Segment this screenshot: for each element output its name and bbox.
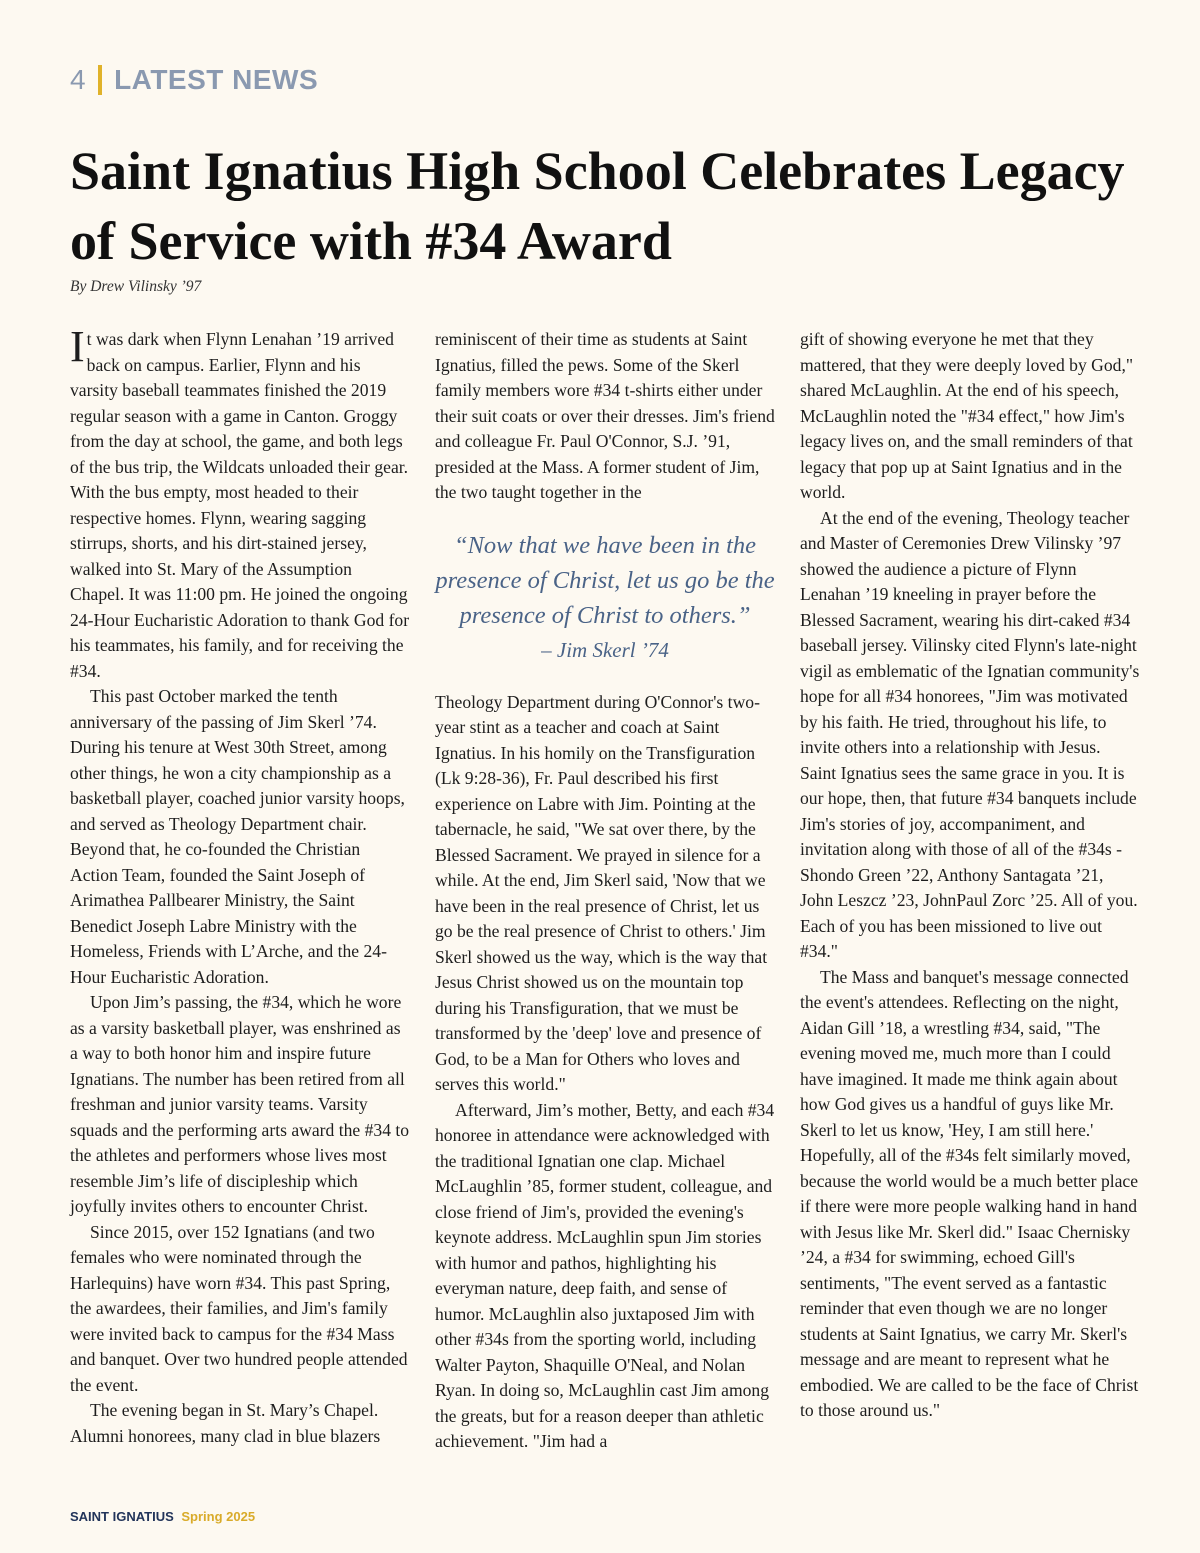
article-column-3: [800, 327, 1140, 1424]
article-column-1: [70, 322, 410, 1449]
article-title: Saint Ignatius High School Celebrates Legacy of Service with #34 Award: [70, 141, 1125, 271]
paragraph: gift of showing everyone he met that they mattered, that they were deeply loved by God," shared McLaughlin. At the end of his speech, McLaughlin noted the "#34 effect," how Jim's legacy lives on, and the small reminders of that legacy that pop up at Saint Ignatius and in the world.: [800, 329, 1134, 502]
paragraph: Theology Department during O'Connor's two-year stint as a teacher and coach at Saint Ignatius. In his homily on the Transfiguration (Lk 9:28-36), Fr. Paul described his first experience on Labre with Jim. Pointing at the tabernacle, he said, "We sat over there, by the Blessed Sacrament. We prayed in silence for a while. At the end, Jim Skerl said, 'Now that we have been in the real presence of Christ, let us go be the real presence of Christ to others.' Jim Skerl showed us the way, which is the way that Jesus Christ showed us on the mountain top during his Transfiguration, that we must be transformed by the 'deep' love and presence of God, to be a Man for Others who loves and serves this world.": [435, 691, 768, 1094]
pull-quote: [435, 528, 775, 668]
paragraph: Since 2015, over 152 Ignatians (and two females who were nominated through the Harlequins) have worn #34. This past Spring, the awardees, their families, and Jim's family were invited back to campus for the #34 Mass and banquet. Over two hundred people attended the event.: [70, 1221, 408, 1395]
paragraph: At the end of the evening, Theology teacher and Master of Ceremonies Drew Vilinsky ’97 showed the audience a picture of Flynn Lenahan ’19 kneeling in prayer before the Blessed Sacrament, wearing his dirt-caked #34 baseball jersey. Vilinsky cited Flynn's late-night vigil as emblematic of the Ignatian community's hope for all #34 honorees, "Jim was motivated by his faith. He tried, throughout his life, to invite others into a relationship with Jesus. Saint Ignatius sees the same grace in you. It is our hope, then, that future #34 banquets include Jim's stories of joy, accompaniment, and invitation along with those of all of the #34s - Shondo Green ’22, Anthony Santagata ’21, John Leszcz ’23, JohnPaul Zorc ’25. All of you. Each of you has been missioned to live out #34.": [800, 507, 1140, 961]
paragraph: The Mass and banquet's message connected the event's attendees. Reflecting on the night, Aidan Gill ’18, a wrestling #34, said, "The evening moved me, much more than I could have imagined. It made me think again about how God gives us a handful of guys like Mr. Skerl to let us know, 'Hey, I am still here.' Hopefully, all of the #34s felt similarly moved, because the world would be a much better place if there were more people walking hand in hand with Jesus like Mr. Skerl did." Isaac Chernisky ’24, a #34 for swimming, echoed Gill's sentiments, "The event served as a fantastic reminder that even though we are no longer students at Saint Ignatius, we carry Mr. Skerl's message and are meant to represent what he embodied. We are called to be the face of Christ to those around us.": [800, 966, 1139, 1420]
paragraph: Upon Jim’s passing, the #34, which he wore as a varsity basketball player, was enshrined as a way to both honor him and inspire future Ignatians. The number has been retired from all freshman and junior varsity teams. Varsity squads and the performing arts award the #34 to the athletes and performers whose lives most resemble Jim’s life of discipleship which joyfully invites others to encounter Christ.: [70, 992, 410, 1216]
publication-name: SAINT IGNATIUS: [70, 1509, 174, 1524]
paragraph: Afterward, Jim’s mother, Betty, and each #34 honoree in attendance were acknowledged with the traditional Ignatian one clap. Michael McLaughlin ’85, former student, colleague, and close friend of Jim's, provided the evening's keynote address. McLaughlin spun Jim stories with humor and pathos, highlighting his everyman nature, deep faith, and sense of humor. McLaughlin also juxtaposed Jim with other #34s from the sporting world, including Walter Payton, Shaquille O'Neal, and Nolan Ryan. In doing so, McLaughlin cast Jim among the greats, but for a reason deeper than athletic achievement. "Jim had a: [435, 1099, 775, 1451]
pull-quote-text: “Now that we have been in the presence of Christ, let us go be the presence of Christ to others.”: [435, 531, 775, 629]
page-footer: [70, 1509, 255, 1524]
issue-label: Spring 2025: [181, 1509, 256, 1524]
section-label: LATEST NEWS: [114, 64, 319, 95]
header-divider: [98, 65, 102, 95]
paragraph: This past October marked the tenth anniversary of the passing of Jim Skerl ’74. During his tenure at West 30th Street, among other things, he won a city championship as a basketball player, coached junior varsity hoops, and served as Theology Department chair. Beyond that, he co-founded the Christian Action Team, founded the Saint Joseph of Arimathea Pallbearer Ministry, the Saint Benedict Joseph Labre Ministry with the Homeless, Friends with L’Arche, and the 24-Hour Eucharistic Adoration.: [70, 686, 405, 987]
pull-quote-attribution: – Jim Skerl ’74: [541, 637, 669, 662]
article-column-2: [435, 327, 775, 1455]
page-header: [70, 64, 318, 96]
paragraph: The evening began in St. Mary’s Chapel. Alumni honorees, many clad in blue blazers: [70, 1400, 381, 1446]
paragraph: reminiscent of their time as students at Saint Ignatius, filled the pews. Some of the Skerl family members wore #34 t-shirts either under their suit coats or over their dresses. Jim's friend and colleague Fr. Paul O'Connor, S.J. ’91, presided at the Mass. A former student of Jim, the two taught together in the: [435, 329, 775, 502]
page-number: 4: [70, 64, 87, 95]
paragraph: It was dark when Flynn Lenahan ’19 arrived back on campus. Earlier, Flynn and his varsity baseball teammates finished the 2019 regular season with a game in Canton. Groggy from the day at school, the game, and both legs of the bus trip, the Wildcats unloaded their gear. With the bus empty, most headed to their respective homes. Flynn, wearing sagging stirrups, shorts, and his dirt-stained jersey, walked into St. Mary of the Assumption Chapel. It was 11:00 pm. He joined the ongoing 24-Hour Eucharistic Adoration to thank God for his teammates, his family, and for receiving the #34.: [70, 322, 410, 681]
byline: By Drew Vilinsky ’97: [70, 278, 202, 295]
